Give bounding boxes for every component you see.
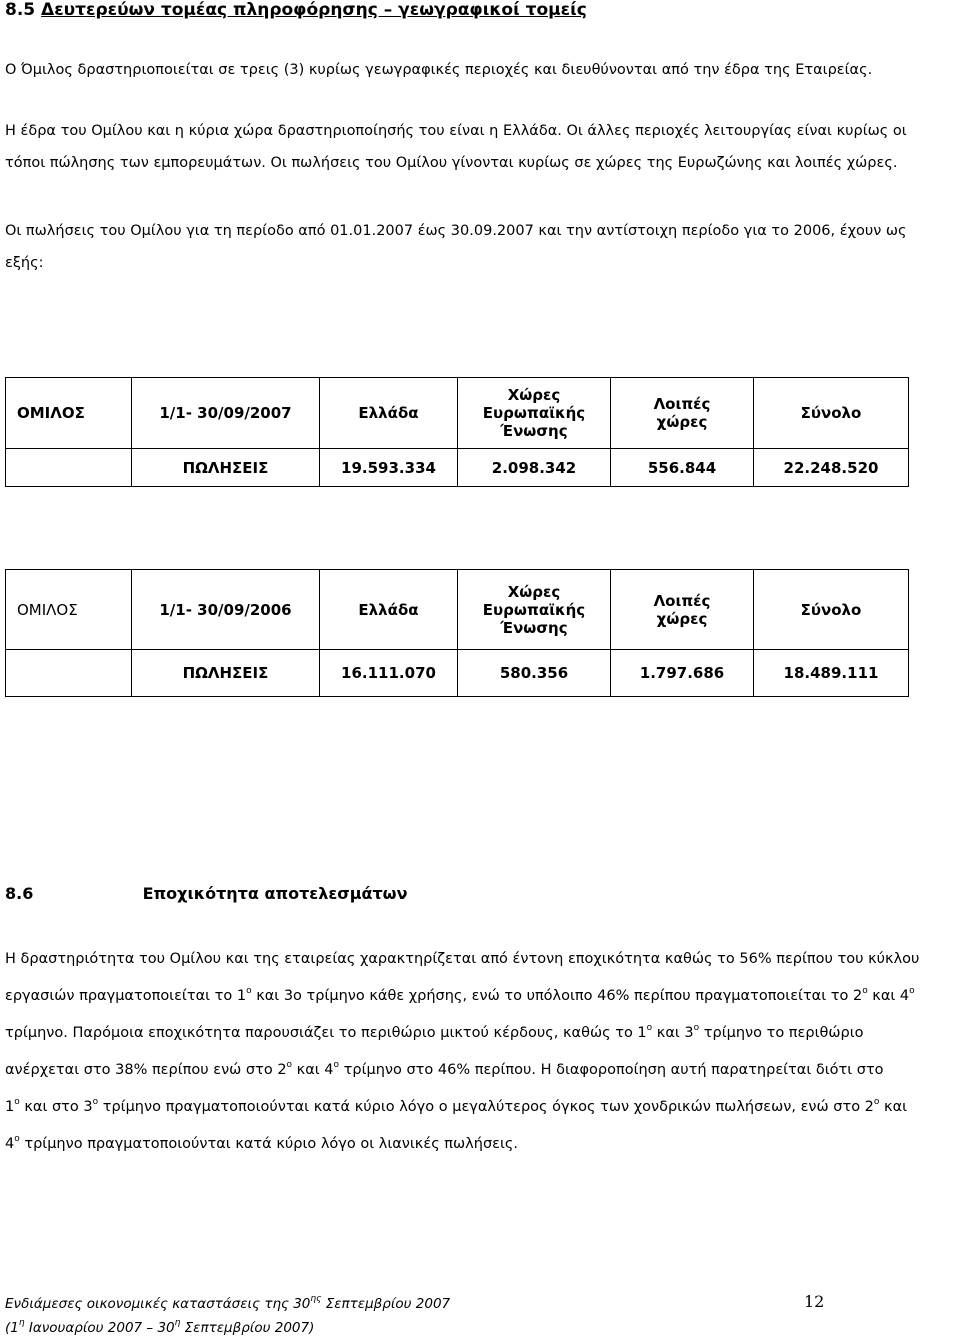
column-greece: Ελλάδα <box>320 378 458 449</box>
paragraph-line: Οι πωλήσεις του Ομίλου για τη περίοδο από 01.01.2007 έως 30.09.2007 και την αντίστοιχη περίοδο για το 2006, έχουν ως <box>5 223 907 239</box>
group-label: ΟΜΙΛΟΣ <box>6 378 132 449</box>
column-total: Σύνολο <box>754 378 909 449</box>
superscript: ο <box>646 1023 653 1033</box>
column-eu-line: Ένωσης <box>500 422 568 440</box>
row-label: ΠΩΛΗΣΕΙΣ <box>132 449 320 487</box>
section-number: 8.6 <box>5 884 34 903</box>
column-eu <box>458 378 611 449</box>
text-run: εργασιών πραγματοποιείται το 1 <box>5 988 247 1004</box>
column-other <box>611 570 754 650</box>
column-eu-line: Χώρες <box>507 386 561 404</box>
section-title: Εποχικότητα αποτελεσμάτων <box>142 884 408 903</box>
superscript: ο <box>14 1134 20 1144</box>
table-header-row <box>6 378 909 449</box>
superscript: ο <box>862 986 868 996</box>
footer-line-1 <box>5 1294 450 1312</box>
column-greece: Ελλάδα <box>320 570 458 650</box>
period-label: 1/1- 30/09/2006 <box>132 570 320 650</box>
table-header-row <box>6 570 909 650</box>
column-other-line: Λοιπές <box>653 591 711 610</box>
superscript: ο <box>286 1060 293 1070</box>
text-run: και 4 <box>292 1062 334 1078</box>
text-run: και 3 <box>652 1025 694 1041</box>
column-eu-line: Ευρωπαϊκής <box>482 600 586 619</box>
text-run: τρίμηνο πραγματοποιούνται κατά κύριο λόγο ο μεγαλύτερος όγκος των χονδρικών πωλήσεων, ενώ στο 2 <box>98 1099 874 1115</box>
superscript: η <box>174 1318 181 1328</box>
paragraph-headquarters <box>5 115 955 179</box>
table-row <box>6 650 909 697</box>
paragraph-line <box>5 1123 955 1160</box>
paragraph-seasonality <box>5 943 955 1160</box>
page-number: 12 <box>804 1292 825 1311</box>
value-total: 18.489.111 <box>754 650 909 697</box>
value-greece: 16.111.070 <box>320 650 458 697</box>
paragraph-line: τόποι πώλησης των εμπορευμάτων. Οι πωλήσεις του Ομίλου γίνονται κυρίως σε χώρες της Ευρωζώνης και λοιπές χώρες. <box>5 155 898 171</box>
paragraph-regions <box>5 54 955 86</box>
paragraph-line: Η δραστηριότητα του Ομίλου και της εταιρείας χαρακτηρίζεται από έντονη εποχικότητα καθώς το 56% περίπου του κύκλου <box>5 951 920 967</box>
text-run: τρίμηνο στο 46% περίπου. Η διαφοροποίηση αυτή παρατηρείται διότι στο <box>339 1062 884 1078</box>
superscript: ο <box>92 1097 99 1107</box>
footer-text: Ιανουαρίου 2007 – 30 <box>24 1320 175 1336</box>
value-total: 22.248.520 <box>754 449 909 487</box>
column-eu-line: Ευρωπαϊκής <box>482 404 586 422</box>
section-heading-8-6 <box>5 884 407 903</box>
footer-text: (1 <box>5 1320 19 1336</box>
column-eu <box>458 570 611 650</box>
sales-table-2007 <box>5 377 909 487</box>
footer-text: Σεπτεμβρίου 2007) <box>180 1320 315 1336</box>
empty-cell <box>6 650 132 697</box>
value-eu: 2.098.342 <box>458 449 611 487</box>
period-label: 1/1- 30/09/2007 <box>132 378 320 449</box>
text-run: ανέρχεται στο 38% περίπου ενώ στο 2 <box>5 1062 287 1078</box>
column-eu-line: Χώρες <box>507 582 561 601</box>
column-total: Σύνολο <box>754 570 909 650</box>
superscript: ο <box>14 1097 20 1107</box>
footer-line-2 <box>5 1318 314 1336</box>
paragraph-line: Ο Όμιλος δραστηριοποιείται σε τρεις (3) κυρίως γεωγραφικές περιοχές και διευθύνονται από την έδρα της Εταιρείας. <box>5 62 873 78</box>
superscript: ο <box>246 986 252 996</box>
section-heading-8-5 <box>5 0 587 20</box>
section-title: Δευτερεύων τομέας πληροφόρησης – γεωγραφικοί τομείς <box>41 0 587 20</box>
text-run: και 3ο τρίμηνο κάθε χρήσης, ενώ το υπόλοιπο 46% περίπου πραγματοποιείται το 2 <box>251 988 863 1004</box>
superscript: ης <box>310 1294 322 1304</box>
paragraph-line <box>5 975 955 1012</box>
text-run: τρίμηνο πραγματοποιούνται κατά κύριο λόγο οι λιανικές πωλήσεις. <box>19 1136 519 1152</box>
row-label: ΠΩΛΗΣΕΙΣ <box>132 650 320 697</box>
column-eu-line: Ένωσης <box>500 618 568 637</box>
empty-cell <box>6 449 132 487</box>
footer-text: Ενδιάμεσες οικονομικές καταστάσεις της 30 <box>5 1296 311 1312</box>
sales-table-2006 <box>5 569 909 697</box>
paragraph-line <box>5 1086 955 1123</box>
value-eu: 580.356 <box>458 650 611 697</box>
column-other-line: χώρες <box>656 413 708 431</box>
paragraph-line: εξής: <box>5 255 44 271</box>
superscript: ο <box>873 1097 880 1107</box>
text-run: και στο 3 <box>19 1099 93 1115</box>
group-label: ΟΜΙΛΟΣ <box>6 570 132 650</box>
superscript: ο <box>909 986 915 996</box>
superscript: ο <box>693 1023 700 1033</box>
footer-text: Σεπτεμβρίου 2007 <box>321 1296 451 1312</box>
text-run: τρίμηνο. Παρόμοια εποχικότητα παρουσιάζει το περιθώριο μικτού κέρδους, καθώς το 1 <box>5 1025 647 1041</box>
paragraph-line: Η έδρα του Ομίλου και η κύρια χώρα δραστηριοποίησής του είναι η Ελλάδα. Οι άλλες περιοχές λειτουργίας είναι κυρίως οι <box>5 123 907 139</box>
paragraph-line <box>5 1049 955 1086</box>
table-row <box>6 449 909 487</box>
value-other: 556.844 <box>611 449 754 487</box>
text-run: 1 <box>5 1099 15 1115</box>
paragraph-sales-intro <box>5 215 955 279</box>
text-run: και <box>879 1099 908 1115</box>
text-run: και 4 <box>867 988 910 1004</box>
text-run: τρίμηνο το περιθώριο <box>699 1025 864 1041</box>
superscript: ο <box>333 1060 340 1070</box>
column-other-line: χώρες <box>656 609 708 628</box>
superscript: η <box>18 1318 25 1328</box>
paragraph-line <box>5 1012 955 1049</box>
column-other <box>611 378 754 449</box>
column-other-line: Λοιπές <box>653 395 711 413</box>
value-greece: 19.593.334 <box>320 449 458 487</box>
section-number: 8.5 <box>5 0 36 20</box>
text-run: 4 <box>5 1136 15 1152</box>
value-other: 1.797.686 <box>611 650 754 697</box>
